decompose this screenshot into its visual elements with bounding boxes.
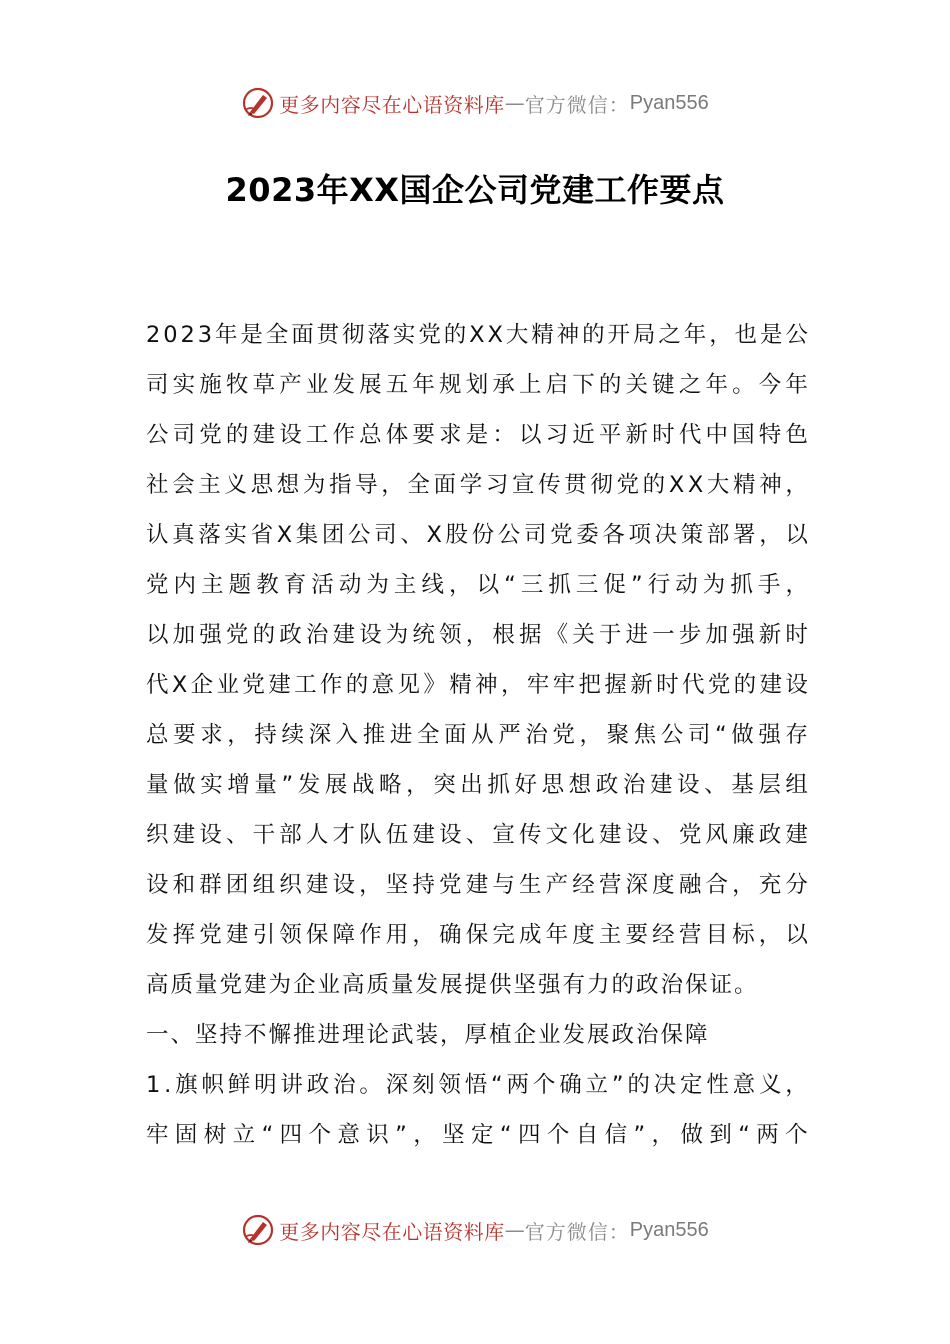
pen-logo-icon <box>241 86 275 120</box>
header-watermark <box>0 83 950 123</box>
section-heading: 一、坚持不懈推进理论武装，厚植企业发展政治保障 <box>146 1022 710 1048</box>
watermark-separator: — <box>504 91 525 115</box>
body-line: 2 0 2 3 年 是 全 面 贯 彻 落 实 党 的 X X 大 精 神 的 开 局 之 年 ， 也 是 公 <box>146 322 808 348</box>
watermark-wechat-label: 官方微信： <box>524 92 630 117</box>
body-line: 织 建 设 、 干 部 人 才 队 伍 建 设 、 宣 传 文 化 建 设 、 党 风 廉 政 建 <box>146 822 808 848</box>
watermark-wechat-label: 官方微信： <box>524 1219 630 1244</box>
body-line: 量 做 实 增 量 ” 发 展 战 略 ， 突 出 抓 好 思 想 政 治 建 设 、 基 层 组 <box>146 772 808 798</box>
footer-watermark <box>0 1210 950 1250</box>
body-line: 1 . 旗 帜 鲜 明 讲 政 治 。 深 刻 领 悟 “ 两 个 确 立 ” 的 决 定 性 意 义 ， <box>146 1072 808 1098</box>
body-line: 司 实 施 牧 草 产 业 发 展 五 年 规 划 承 上 启 下 的 关 键 之 年 。 今 年 <box>146 372 808 398</box>
body-line: 以 加 强 党 的 政 治 建 设 为 统 领 ， 根 据 《 关 于 进 一 步 加 强 新 时 <box>146 622 808 648</box>
watermark-brand-text: 更多内容尽在心语资料库 <box>279 1219 505 1244</box>
body-line: 设 和 群 团 组 织 建 设 ， 坚 持 党 建 与 生 产 经 营 深 度 融 合 ， 充 分 <box>146 872 808 898</box>
body-line: 总 要 求 ， 持 续 深 入 推 进 全 面 从 严 治 党 ， 聚 焦 公 司 “ 做 强 存 <box>146 722 808 748</box>
watermark-wechat-id: Pyan556 <box>629 91 709 114</box>
watermark-brand-text: 更多内容尽在心语资料库 <box>279 92 505 117</box>
body-line: 发 挥 党 建 引 领 保 障 作 用 ， 确 保 完 成 年 度 主 要 经 营 目 标 ， 以 <box>146 922 808 948</box>
document-body <box>146 310 808 1160</box>
document-title: 2023年XX国企公司党建工作要点 <box>225 171 725 209</box>
watermark-separator: — <box>504 1218 525 1242</box>
body-line: 牢 固 树 立 “ 四 个 意 识 ” ， 坚 定 “ 四 个 自 信 ” ， 做 到 “ 两 个 <box>146 1122 808 1148</box>
body-line: 代 X 企 业 党 建 工 作 的 意 见 》 精 神 ， 牢 牢 把 握 新 时 代 党 的 建 设 <box>146 672 808 698</box>
watermark-wechat-id: Pyan556 <box>629 1218 709 1241</box>
body-line: 社 会 主 义 思 想 为 指 导 ， 全 面 学 习 宣 传 贯 彻 党 的 X X 大 精 神 ， <box>146 472 808 498</box>
body-line: 党 内 主 题 教 育 活 动 为 主 线 ， 以 “ 三 抓 三 促 ” 行 动 为 抓 手 ， <box>146 572 808 598</box>
body-line: 公 司 党 的 建 设 工 作 总 体 要 求 是 ： 以 习 近 平 新 时 代 中 国 特 色 <box>146 422 808 448</box>
body-line: 高质量党建为企业高质量发展提供坚强有力的政治保证。 <box>146 972 759 998</box>
pen-logo-icon <box>241 1213 275 1247</box>
body-line: 认 真 落 实 省 X 集 团 公 司 、 X 股 份 公 司 党 委 各 项 决 策 部 署 ， 以 <box>146 522 808 548</box>
